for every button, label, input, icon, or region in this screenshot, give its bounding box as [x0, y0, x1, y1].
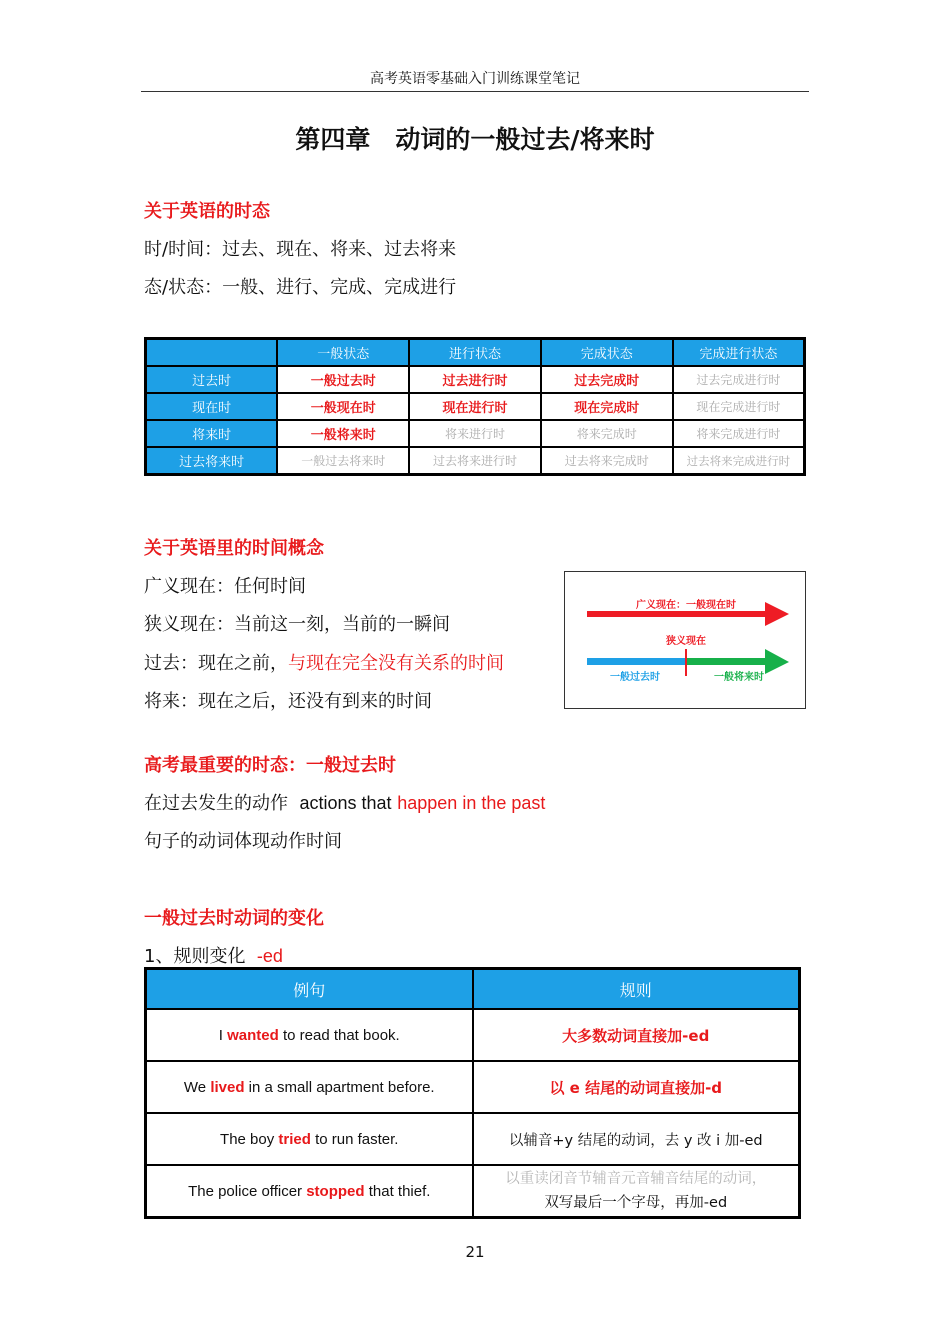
past-verb: stopped	[306, 1182, 365, 1200]
sentence-part: to run faster.	[310, 1130, 399, 1148]
past-line	[144, 649, 504, 675]
regular-change-subheading	[144, 942, 283, 968]
past-line-highlight: 与现在完全没有关系的时间	[288, 653, 504, 674]
tense-cell: 过去将来完成时	[541, 447, 673, 475]
tense-cell: 现在完成进行时	[673, 393, 805, 420]
tense-cell: 一般过去时	[277, 366, 409, 393]
tense-row-header: 将来时	[146, 420, 278, 447]
sentence-part: I	[218, 1026, 228, 1044]
past-verb: tried	[278, 1130, 311, 1148]
sentence-part: The boy	[220, 1130, 279, 1148]
past-verb: wanted	[227, 1026, 279, 1044]
table-row	[146, 1113, 800, 1165]
tense-table	[144, 337, 806, 476]
section-heading-important-tense: 高考最重要的时态：一般过去时	[144, 755, 396, 776]
tense-cell: 一般过去将来时	[277, 447, 409, 475]
past-verb: lived	[210, 1078, 245, 1096]
past-label: 一般过去时	[610, 672, 660, 683]
tense-table-header	[146, 339, 805, 367]
rule-text: 以 e 结尾的动词直接加-d	[473, 1061, 800, 1113]
tense-cell: 过去将来进行时	[409, 447, 541, 475]
sentence-part: to read that book.	[278, 1026, 400, 1044]
section-heading-tense: 关于英语的时态	[144, 201, 270, 222]
aspect-definition: 态/状态：一般、进行、完成、完成进行	[144, 277, 457, 298]
rule-col-header: 规则	[473, 969, 800, 1010]
past-action-highlight: happen in the past	[397, 793, 546, 813]
broad-present-bar	[587, 611, 767, 617]
sentence-part: in a small apartment before.	[244, 1078, 435, 1096]
tense-corner-cell	[146, 339, 278, 367]
rule-text: 以辅音+y 结尾的动词，去 y 改 i 加-ed	[473, 1113, 800, 1165]
header-rule	[141, 91, 809, 92]
tense-cell: 过去进行时	[409, 366, 541, 393]
timeline-svg	[565, 572, 805, 708]
chapter-title: 第四章 动词的一般过去/将来时	[295, 125, 655, 154]
timeline-diagram	[564, 571, 806, 709]
tense-col-header: 完成状态	[541, 339, 673, 367]
tense-cell: 过去完成时	[541, 366, 673, 393]
ed-suffix: -ed	[256, 946, 283, 966]
tense-cell: 将来完成时	[541, 420, 673, 447]
tense-row-header: 过去时	[146, 366, 278, 393]
running-header: 高考英语零基础入门训练课堂笔记	[370, 71, 580, 87]
rules-header-row	[146, 969, 800, 1010]
tense-cell: 过去将来完成进行时	[673, 447, 805, 475]
past-action-en: actions that	[299, 793, 392, 813]
rule-text-line: 以重读闭音节辅音元音辅音结尾的动词，	[505, 1171, 767, 1187]
tense-cell: 现在进行时	[409, 393, 541, 420]
tense-cell: 将来进行时	[409, 420, 541, 447]
broad-present-arrowhead	[765, 602, 789, 626]
sentence-part: We	[183, 1078, 211, 1096]
example-sentence	[146, 1061, 473, 1113]
tense-row-header: 现在时	[146, 393, 278, 420]
tense-row-present	[146, 393, 805, 420]
tense-cell: 将来完成进行时	[673, 420, 805, 447]
rule-text: 大多数动词直接加-ed	[473, 1009, 800, 1061]
past-action-line	[144, 789, 545, 815]
narrow-present-label: 狭义现在	[666, 636, 706, 647]
section-heading-verb-change: 一般过去时动词的变化	[144, 908, 324, 929]
tense-cell: 现在完成时	[541, 393, 673, 420]
page-number: 21	[465, 1243, 485, 1261]
table-row	[146, 1009, 800, 1061]
tense-cell: 一般将来时	[277, 420, 409, 447]
example-sentence	[146, 1009, 473, 1061]
broad-present-label: 广义现在：一般现在时	[636, 600, 736, 611]
tense-col-header: 进行状态	[409, 339, 541, 367]
regular-change-label: 1、规则变化	[144, 946, 246, 967]
example-sentence	[146, 1165, 473, 1218]
sentence-part: The police officer	[188, 1182, 307, 1200]
past-action-zh: 在过去发生的动作	[144, 793, 288, 814]
tense-col-header: 完成进行状态	[673, 339, 805, 367]
table-row	[146, 1061, 800, 1113]
tense-row-header: 过去将来时	[146, 447, 278, 475]
tense-row-past	[146, 366, 805, 393]
sentence-part: that thief.	[364, 1182, 431, 1200]
tense-cell: 过去完成进行时	[673, 366, 805, 393]
rule-text-line: 双写最后一个字母，再加-ed	[544, 1195, 728, 1211]
tense-col-header: 一般状态	[277, 339, 409, 367]
rule-text	[473, 1165, 800, 1218]
future-arrowhead	[765, 649, 789, 674]
tense-row-future	[146, 420, 805, 447]
future-line: 将来：现在之后，还没有到来的时间	[144, 691, 432, 712]
past-bar	[587, 658, 685, 665]
table-row	[146, 1165, 800, 1218]
narrow-present-line: 狭义现在：当前这一刻，当前的一瞬间	[144, 614, 450, 635]
regular-verb-table	[144, 967, 801, 1219]
broad-present-line: 广义现在：任何时间	[144, 576, 306, 597]
example-col-header: 例句	[146, 969, 473, 1010]
example-sentence	[146, 1113, 473, 1165]
time-definition: 时/时间：过去、现在、将来、过去将来	[144, 239, 457, 260]
past-line-text: 过去：现在之前，	[144, 653, 288, 674]
section-heading-time-concept: 关于英语里的时间概念	[144, 538, 324, 559]
future-bar	[687, 658, 767, 665]
verb-time-line: 句子的动词体现动作时间	[144, 831, 342, 852]
tense-row-past-future	[146, 447, 805, 475]
tense-cell: 一般现在时	[277, 393, 409, 420]
future-label: 一般将来时	[714, 672, 764, 683]
